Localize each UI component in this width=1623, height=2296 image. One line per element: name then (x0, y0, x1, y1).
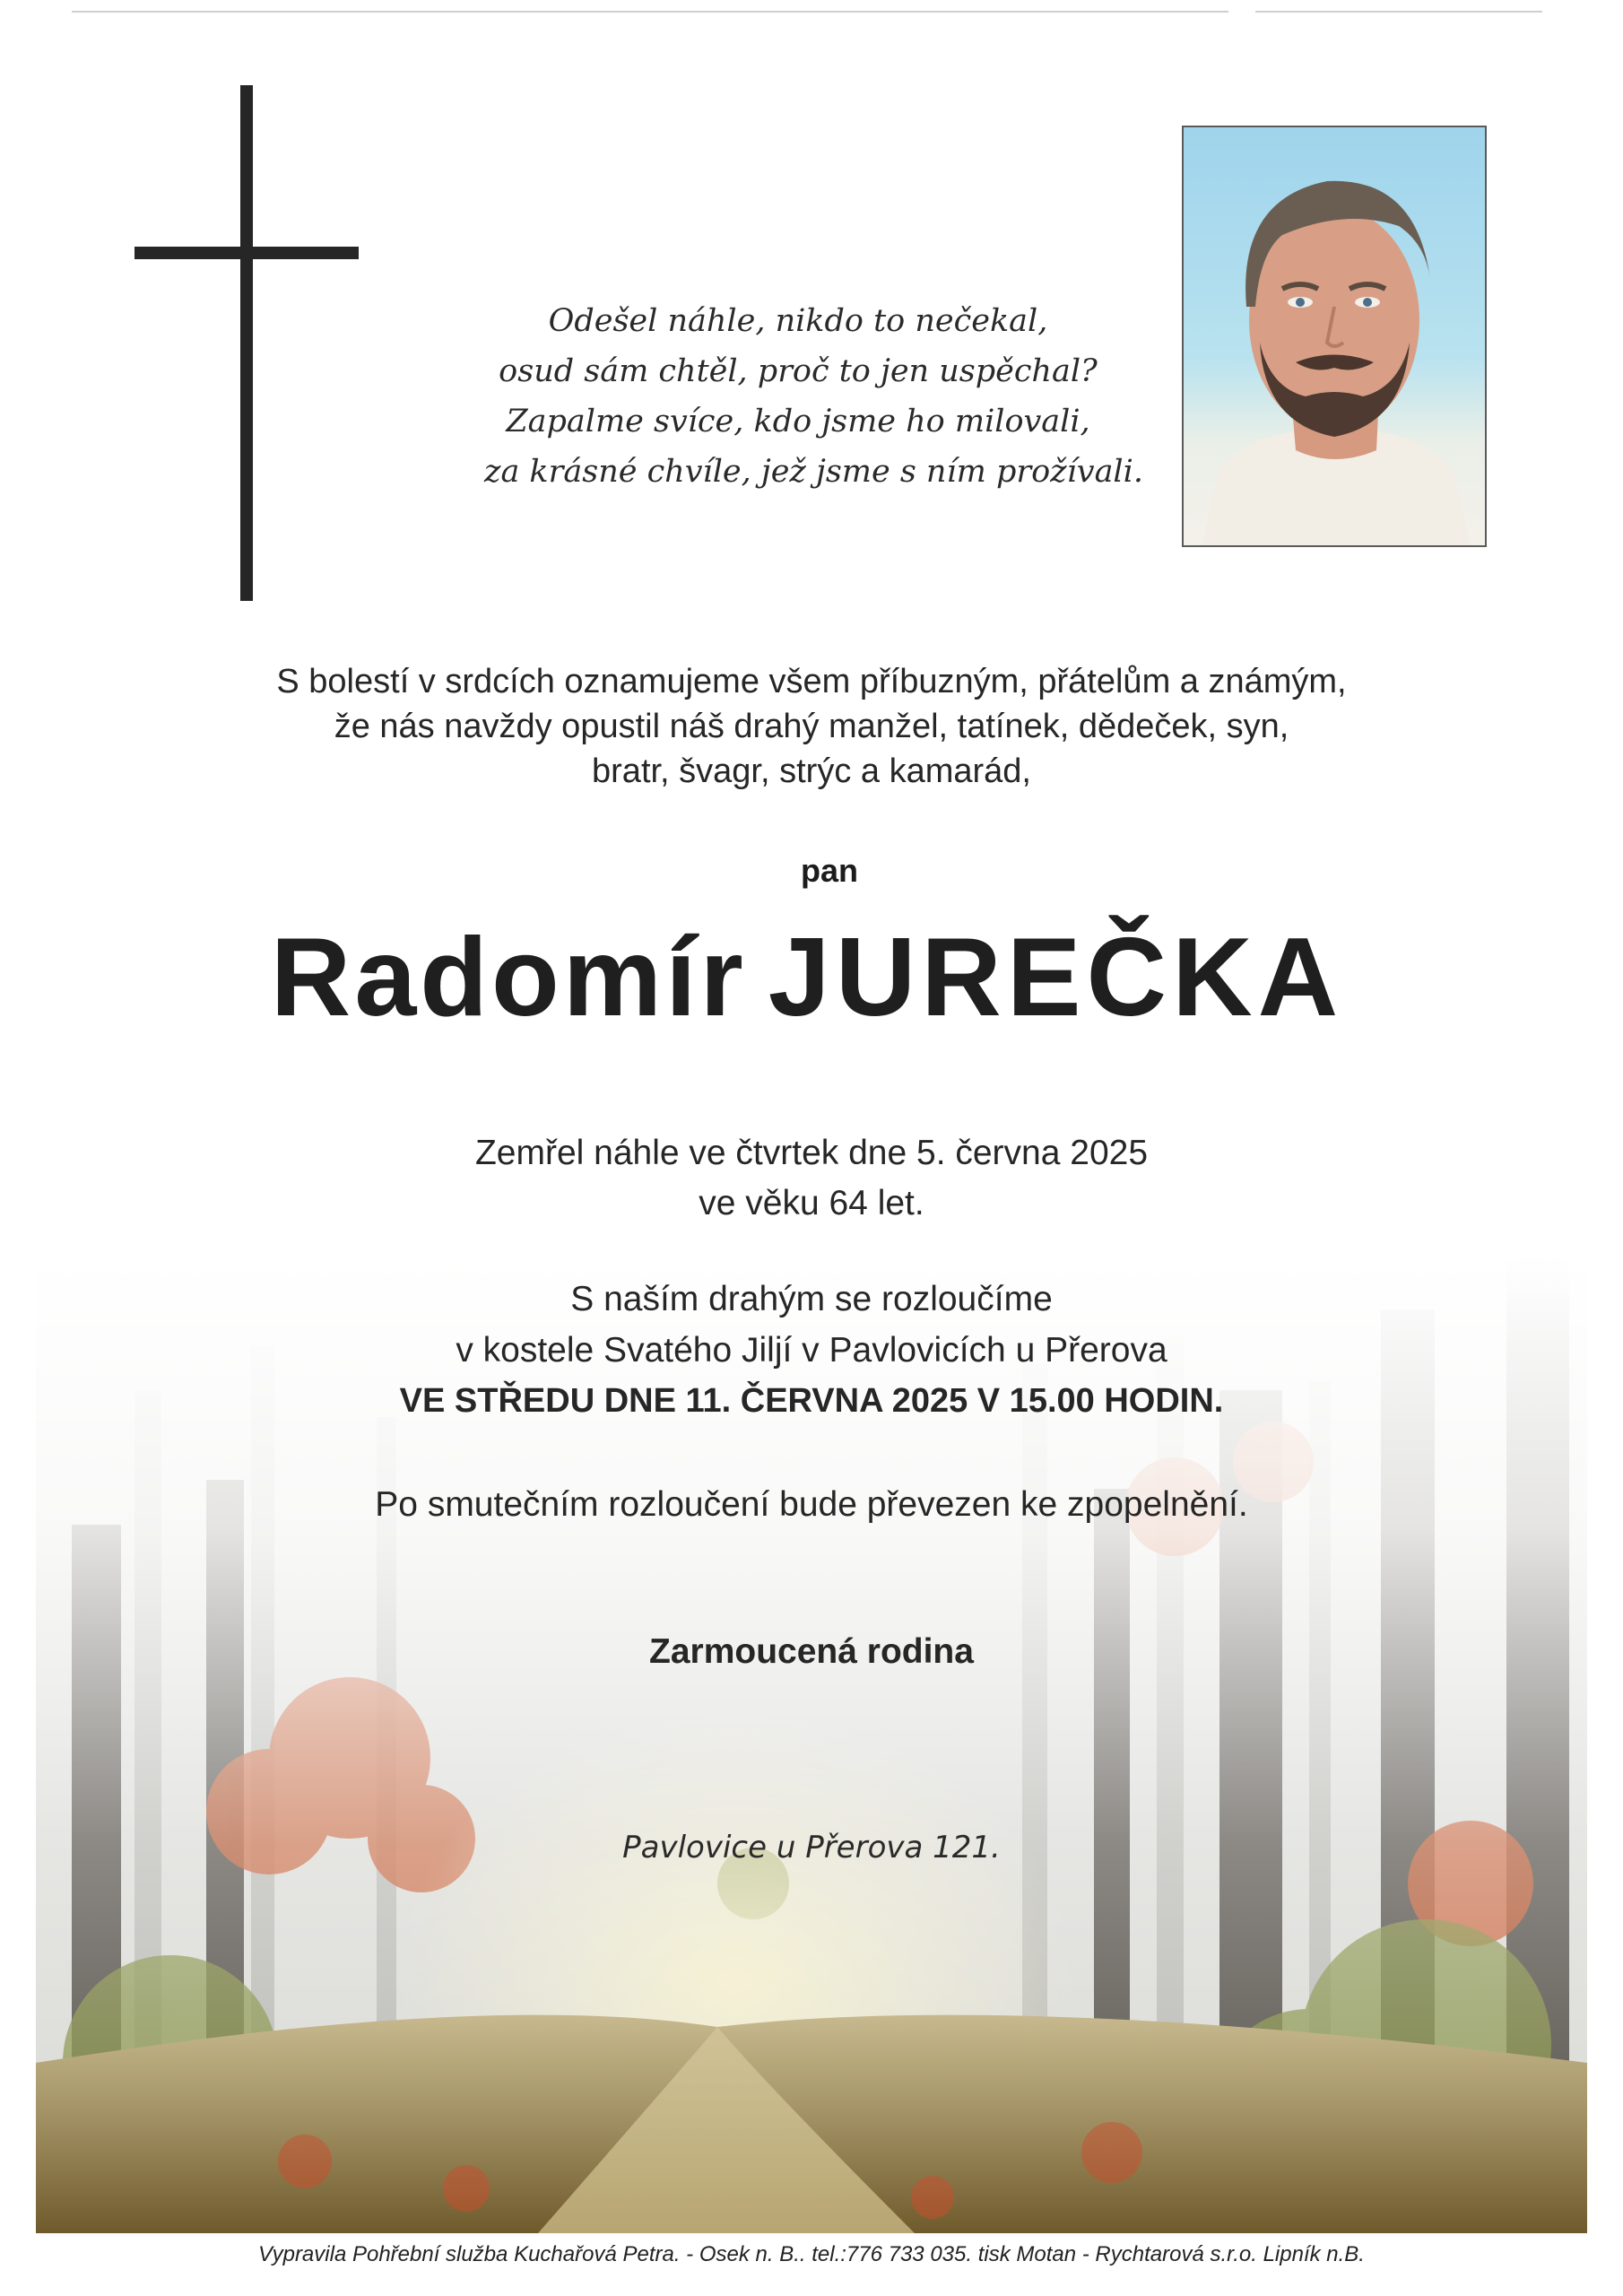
death-info (269, 1128, 1354, 1229)
portrait-photo (1182, 126, 1487, 547)
first-name: Radomír (270, 916, 747, 1039)
top-border-line (72, 11, 1228, 13)
honorific: pan (800, 852, 858, 889)
announcement (179, 659, 1444, 794)
poem-line: Odešel náhle, nikdo to nečekal, (548, 303, 1048, 339)
address: Pavlovice u Přerova 121. (622, 1830, 1001, 1866)
announcement-line: S bolestí v srdcích oznamujeme všem příbuzným, přátelům a známým, (276, 663, 1347, 700)
surname: JUREČKA (768, 916, 1344, 1039)
top-border-line-right (1255, 11, 1542, 13)
poem-line: Zapalme svíce, kdo jsme ho milovali, (506, 404, 1090, 439)
farewell-line: S naším drahým se rozloučíme (570, 1280, 1053, 1318)
farewell-location: v kostele Svatého Jiljí v Pavlovicích u Přerova (456, 1331, 1167, 1370)
death-date-line: Zemřel náhle ve čtvrtek dne 5. června 2025 (474, 1134, 1149, 1172)
footer-credits: Vypravila Pohřební služba Kuchařová Petra. - Osek n. B.. tel.:776 733 035. tisk Motan - Rychtarová s.r.o. Lipník n.B. (258, 2242, 1365, 2266)
announcement-line: že nás navždy opustil náš drahý manžel, tatínek, dědeček, syn, (334, 708, 1289, 745)
deceased-name (135, 910, 1480, 1045)
cremation-note: Po smutečním rozloučení bude převezen ke zpopelnění. (375, 1485, 1248, 1524)
poem (484, 296, 1143, 497)
age-line: ve věku 64 let. (699, 1184, 924, 1222)
announcement-line: bratr, švagr, strýc a kamarád, (592, 752, 1031, 790)
poem-line: osud sám chtěl, proč to jen uspěchal? (499, 353, 1098, 389)
family-signature: Zarmoucená rodina (649, 1632, 974, 1671)
farewell-datetime: VE STŘEDU DNE 11. ČERVNA 2025 V 15.00 HODIN. (399, 1382, 1224, 1420)
farewell-info (251, 1274, 1372, 1427)
poem-line: za krásné chvíle, jež jsme s ním prožívali. (484, 454, 1143, 490)
cross-icon (135, 85, 359, 601)
